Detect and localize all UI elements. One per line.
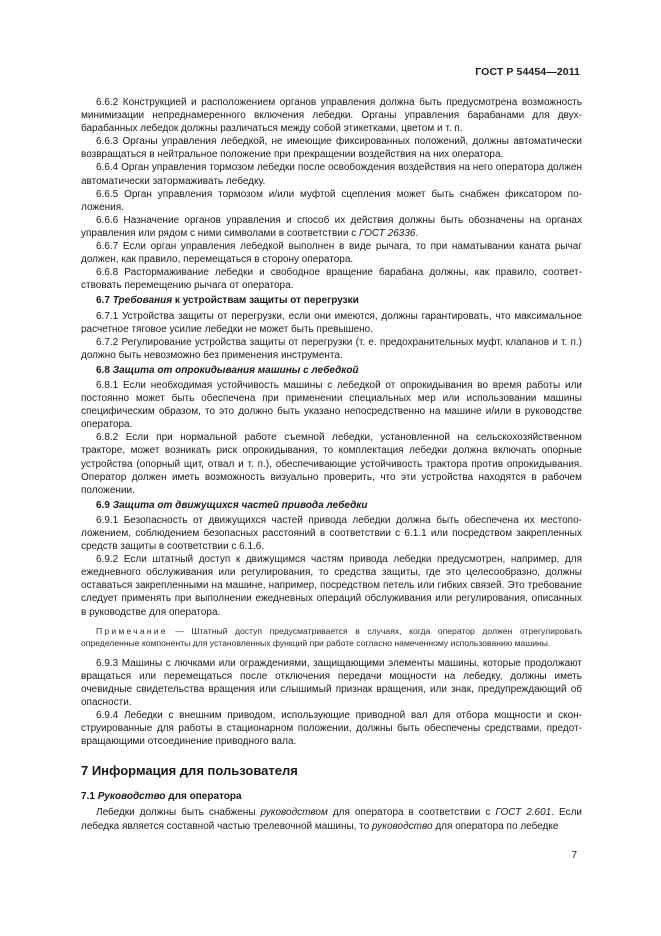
paragraph-6-6-6: [81, 214, 582, 240]
section-6-7-rest: к устройствам защиты от перегрузки: [172, 295, 359, 307]
paragraph-6-8-1: 6.8.1 Если необходимая устойчивость машины с лебедкой от опрокидывания во время работы или постоянно может быть обеспечена при применении специальных мер или использовании машины специфическим образом, то это должно быть указано непосредственно на машине и/или в руководстве оператора.: [81, 379, 582, 431]
section-7-1-num: 7.1: [81, 791, 95, 803]
paragraph-6-9-3: 6.9.3 Машины с лючками или ограждениями, защищающими элементы машины, которые продолжают вращаться или перемещаться после отключения передачи мощности на лебедку, должны иметь очевидные свидетельства вращения или слышимый признак вращения, или знак, предупреждающий об опасности.: [81, 657, 582, 708]
page-number: 7: [571, 850, 577, 861]
section-6-7-num: 6.7: [96, 295, 110, 307]
section-6-8-title: Защита от опрокидывания машины с лебедкой: [112, 364, 359, 376]
page-content: [81, 96, 582, 833]
section-6-8-heading: [81, 364, 582, 377]
paragraph-6-9-1: 6.9.1 Безопасность от движущихся частей привода лебедки должна быть обеспечена их местоположением, соблюдением безопасных расстояний в соответствии с 6.1.1 или посредством закрепленных средств защиты в соответствии с 6.1.6.: [81, 514, 582, 553]
section-6-7-title: Требования: [112, 295, 173, 307]
paragraph-6-9-2: 6.9.2 Если штатный доступ к движущимся частям привода лебедки предусмотрен, например, для ежедневного обслуживания или регулирования, то средства защиты, где это целесообразно, должны оставаться закрепленными на машине, например, посредством петель или гибких связей. Это требование следует применять при выполнении ежедневных операций обслуживания или регулирования, описанных в руководстве для оператора.: [81, 554, 582, 618]
note: [81, 625, 582, 649]
p71-e: . Если лебедка является составной частью трелевочной машины, то: [81, 807, 582, 832]
paragraph-6-6-4: 6.6.4 Орган управления тормозом лебедки после освобождения воздействия на него оператора должен автоматически затормаживать лебедку.: [81, 162, 582, 187]
p71-g: для оператора по лебедке: [432, 820, 559, 832]
section-7-1-title: Руководство: [97, 791, 166, 803]
section-6-9-num: 6.9: [96, 499, 110, 511]
paragraph-7-1: [81, 806, 582, 832]
paragraph-6-6-8: 6.6.8 Растормаживание лебедки и свободное вращение барабана должны, как правило, соответствовать перемещению рычага от оператора.: [81, 267, 582, 292]
section-6-8-num: 6.8: [96, 364, 110, 376]
p71-c: для оператора в соответствии с: [327, 807, 496, 819]
gost-2-601-ref: ГОСТ 2.601: [495, 807, 552, 819]
section-7-1-rest: для оператора: [165, 791, 242, 803]
paragraph-6-6-6-end: .: [415, 227, 419, 239]
paragraph-6-6-3: 6.6.3 Органы управления лебедкой, не имеющие фиксированных положений, должны автоматически возвращаться в нейтральное положение при прекращении воздействия на них оператора.: [81, 136, 582, 161]
paragraph-6-6-6-text: 6.6.6 Назначение органов управления и способ их действия должны быть обозначены на органах управления или рядом с ними символами в соответствии с: [81, 214, 582, 239]
p71-manual-term: руководством: [260, 807, 328, 819]
section-6-9-heading: [81, 499, 582, 512]
document-header: ГОСТ Р 54454—2011: [475, 66, 580, 78]
chapter-7-heading: 7 Информация для пользователя: [81, 763, 298, 779]
paragraph-6-6-7: 6.6.7 Если орган управления лебедкой выполнен в виде рычага, то при наматывании каната рычаг должен, как правило, перемещаться в сторону оператора.: [81, 241, 582, 266]
section-6-9-title: Защита от движущихся частей привода лебедки: [112, 499, 368, 511]
section-6-7-heading: [81, 294, 582, 307]
note-text: — Штатный доступ предусматривается в случаях, когда оператор должен отрегулировать определенные компоненты для установленных функций при работе согласно намеченному использованию машины.: [81, 625, 582, 648]
paragraph-6-7-2: 6.7.2 Регулирование устройства защиты от перегрузки (т. е. предохранительных муфт, клапанов и т. п.) должно быть невозможно без применения инструмента.: [81, 336, 582, 361]
paragraph-6-8-2: 6.8.2 Если при нормальной работе съемной лебедки, установленной на сельскохозяйственном тракторе, может возникать риск опрокидывания, то комплектация лебедки должна включать опорные устройства (опорный щит, отвал и т. п.), обеспечивающие устойчивость трактора против опрокидывания. Оператор должен иметь возможность визуально проверить, что эти устройства находятся в рабочем положении.: [81, 432, 582, 496]
paragraph-6-9-4: 6.9.4 Лебедки с внешним приводом, использующие приводной вал для отбора мощности и сконструированные для работы в стационарном положении, должны быть обеспечены средствами, предотвращающими отсоединение приводного вала.: [81, 710, 582, 748]
p71-manual-term-2: руководство: [372, 820, 433, 832]
p71-a: Лебедки должны быть снабжены: [96, 807, 261, 819]
paragraph-6-7-1: 6.7.1 Устройства защиты от перегрузки, если они имеются, должны гарантировать, что максимальное расчетное тяговое усилие лебедки не может быть превышено.: [81, 310, 582, 335]
paragraph-6-6-2: 6.6.2 Конструкцией и расположением органов управления должна быть предусмотрена возможность минимизации непреднамеренного включения лебедки. Органы управления барабанами для двухбарабанных лебедок должны различаться между собой этикетками, цветом и т. п.: [81, 97, 582, 135]
note-label: Примечание: [96, 625, 168, 636]
gost-26336-ref: ГОСТ 26336: [359, 227, 416, 239]
section-7-1-heading: [81, 790, 582, 803]
paragraph-6-6-5: 6.6.5 Орган управления тормозом и/или муфтой сцепления может быть снабжен фиксатором положения.: [81, 188, 582, 213]
